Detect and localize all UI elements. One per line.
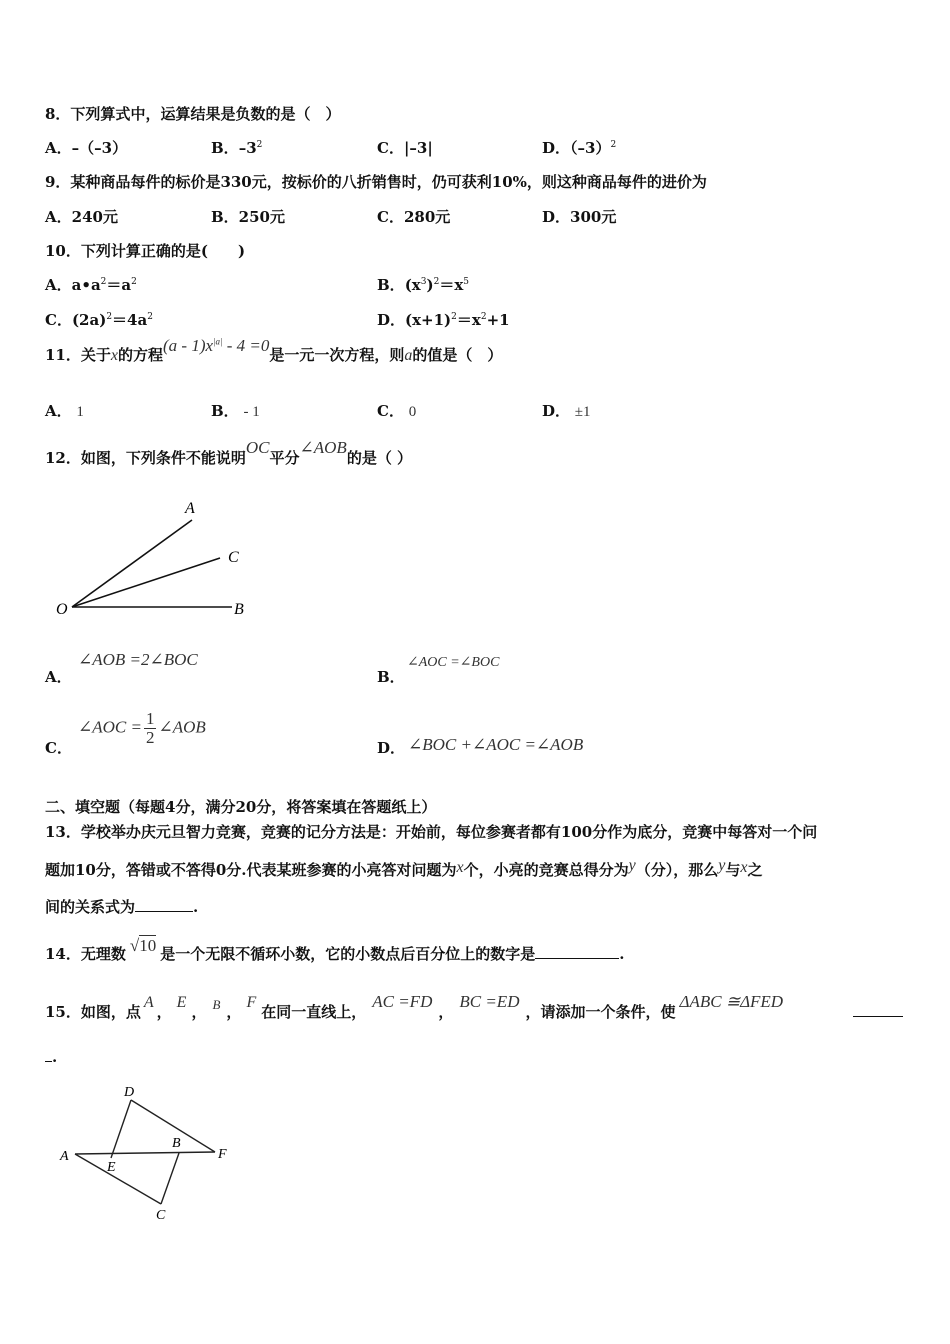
q11-option-d: D． ±1 — [542, 402, 591, 420]
q12-option-d: ∠BOC +∠AOC =∠AOB — [408, 735, 584, 754]
section-title: 二、填空题（每题4分，满分20分，将答案填在答题纸上） — [45, 798, 437, 816]
q12-option-b-label: B． — [377, 668, 405, 686]
label-a: A — [185, 500, 195, 517]
label-c: C — [228, 549, 239, 566]
ray-oa — [72, 520, 192, 607]
q9-stem: 9．某种商品每件的标价是330元，按标价的八折销售时，仍可获利10%，则这种商品每件的进价为 — [45, 173, 707, 191]
q13-line3: 间的关系式为 . — [45, 898, 199, 916]
q11-stem: 11．关于x的方程$(a - 1)x^{|a|} - 4 =0$是一元一次方程，则a的值是（ ） — [45, 336, 503, 364]
label-c: C — [156, 1208, 166, 1223]
q13-answer-blank[interactable] — [135, 897, 193, 912]
label-f: F — [218, 1147, 227, 1162]
q12-stem: 12．如图，下列条件不能说明OC平分∠AOB的是（ ） — [45, 438, 413, 467]
q10-option-d: D．$(x+1)^2=x^2+1$ — [377, 311, 510, 329]
q15-stem: 15．如图，点A，E， B ，F在同一直线上，AC =FD，BC =ED，请添加一个条件，使ΔABC ≅ΔFED — [45, 1001, 903, 1022]
q10-stem: 10．下列计算正确的是( ) — [45, 242, 246, 260]
label-e: E — [107, 1160, 116, 1175]
label-o: O — [56, 601, 68, 618]
q8-option-a: A．–（–3） — [45, 139, 128, 157]
q9-option-c: C．280元 — [377, 208, 451, 226]
q12-option-a: ∠AOB =2∠BOC — [78, 650, 198, 669]
q12-option-c-label: C． — [45, 739, 72, 757]
segment-bc — [161, 1153, 179, 1204]
q8-option-c: C．|–3| — [377, 139, 433, 157]
q13-line1: 13．学校举办庆元旦智力竞赛，竞赛的记分方法是：开始前，每位参赛者都有100分作为底分，竞赛中每答对一个问 — [45, 823, 818, 841]
q10-option-a: A．$a•a^2=a^2$ — [45, 276, 137, 294]
sqrt-10: √10 — [129, 936, 157, 955]
label-b: B — [172, 1136, 181, 1151]
q9-option-b: B．250元 — [211, 208, 285, 226]
label-a: A — [60, 1149, 69, 1164]
q11-option-c: C． 0 — [377, 402, 417, 420]
label-b: B — [234, 601, 244, 618]
q12-option-b: ∠AOC =∠BOC — [407, 655, 500, 670]
q8-option-d: D．$(-3)^2$ — [542, 139, 617, 157]
q14-stem: 14．无理数 √10 是一个无限不循环小数，它的小数点后百分位上的数字是 . — [45, 936, 625, 963]
q10-option-b: B．$(x^3)^2=x^5$ — [377, 276, 469, 294]
q15-figure — [55, 1078, 245, 1223]
line-af — [75, 1152, 215, 1154]
q14-answer-blank[interactable] — [535, 944, 619, 959]
segment-ac — [75, 1154, 161, 1204]
q12-option-d-label: D． — [377, 739, 406, 757]
q12-option-c: ∠AOC = $\frac{1}{2}$ ∠AOB — [78, 709, 206, 747]
q9-option-a: A．240元 — [45, 208, 118, 226]
ray-oc — [72, 558, 220, 607]
q11-option-b: B． - 1 — [211, 402, 260, 420]
q12-option-a-label: A． — [45, 668, 72, 686]
q8-option-b: B．$-3^2$ — [211, 139, 263, 157]
q8-stem: 8．下列算式中，运算结果是负数的是（ ） — [45, 105, 341, 123]
q9-option-d: D．300元 — [542, 208, 617, 226]
q12-angle-figure — [50, 495, 260, 625]
q15-answer-blank[interactable] — [853, 1002, 903, 1017]
label-d: D — [124, 1085, 135, 1100]
q11-option-a: A． 1 — [45, 402, 84, 420]
q10-option-c: C．$(2a)^2=4a^2$ — [45, 311, 153, 329]
segment-de — [111, 1100, 131, 1158]
q15-tail: . — [45, 1047, 57, 1066]
q13-line2: 题加10分，答错或不答得0分.代表某班参赛的小亮答对问题为x个，小亮的竞赛总得分为y（分），那么y与x之 — [45, 857, 763, 879]
